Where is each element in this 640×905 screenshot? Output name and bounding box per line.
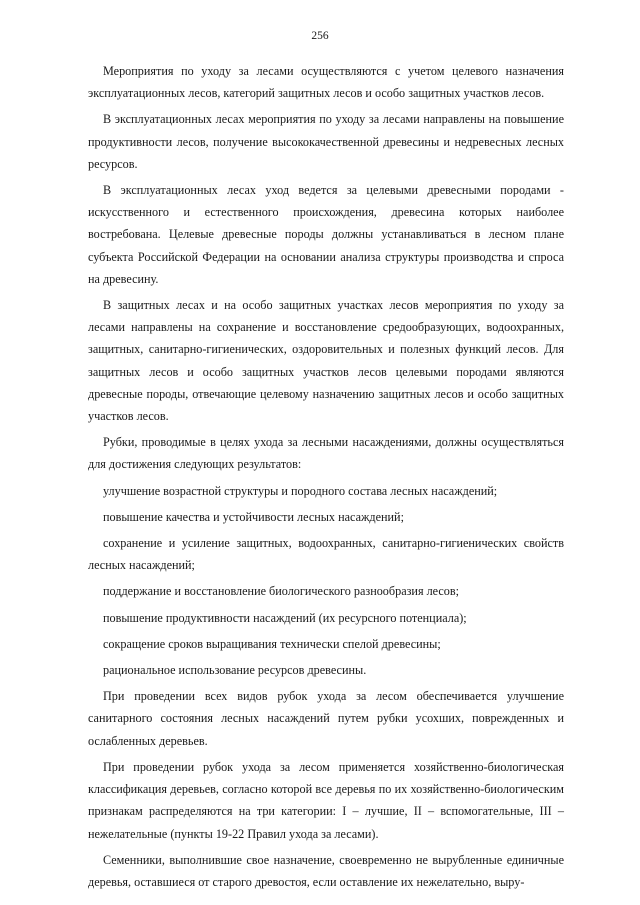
paragraph: Семенники, выполнившие свое назначение, своевременно не вырубленные единичные деревья, оставшиеся от старого древостоя, если оставление их нежелательно, выру- [88, 852, 564, 889]
paragraph: При проведении рубок ухода за лесом применяется хозяйственно-биологическая классификация деревьев, согласно которой все деревья по их хозяйственно-биологическим признакам распределяются на три категории: I – лучшие, II – вспомогательные, III – нежелательные (пункты 19-22 Правил ухода за лесами). [88, 759, 564, 841]
list-item: рациональное использование ресурсов древесины. [103, 663, 367, 678]
list-item: сохранение и усиление защитных, водоохранных, санитарно-гигиенических свойств лесных насаждений; [88, 536, 564, 573]
page-number: 256 [311, 30, 329, 42]
list-item: сокращение сроков выращивания технически спелой древесины; [103, 636, 441, 651]
paragraph: В эксплуатационных лесах мероприятия по уходу за лесами направлены на повышение продуктивности лесов, получение высококачественной древесины и недревесных лесных ресурсов. [88, 112, 564, 171]
list-item: повышение продуктивности насаждений (их ресурсного потенциала); [103, 610, 467, 625]
paragraph: Рубки, проводимые в целях ухода за лесными насаждениями, должны осуществляться для достижения следующих результатов: [88, 435, 564, 472]
paragraph: В эксплуатационных лесах уход ведется за целевыми древесными породами - искусственного и естественного происхождения, древесина которых наиболее востребована. Целевые древесные породы должны устанавливаться в лесном плане субъекта Российской Федерации на основании анализа структуры производства и спроса на древесину. [88, 183, 564, 286]
list-item: поддержание и восстановление биологического разнообразия лесов; [103, 584, 460, 599]
paragraph: В защитных лесах и на особо защитных участках лесов мероприятия по уходу за лесами направлены на сохранение и восстановление средообразующих, водоохранных, защитных, санитарно-гигиенических, оздоровительных и полезных функций лесов. Для защитных лесов и особо защитных участков лесов целевыми породами являются древесные породы, отвечающие целевому назначению защитных лесов и особо защитных участков лесов. [88, 298, 564, 424]
list-item: улучшение возрастной структуры и породного состава лесных насаждений; [103, 483, 498, 498]
paragraph: Мероприятия по уходу за лесами осуществляются с учетом целевого назначения эксплуатационных лесов, категорий защитных лесов и особо защитных участков лесов. [88, 64, 564, 101]
paragraph: При проведении всех видов рубок ухода за лесом обеспечивается улучшение санитарного состояния лесных насаждений путем рубки усохших, поврежденных и ослабленных деревьев. [88, 689, 564, 748]
document-body [88, 60, 564, 897]
list-item: повышение качества и устойчивости лесных насаждений; [103, 509, 404, 524]
